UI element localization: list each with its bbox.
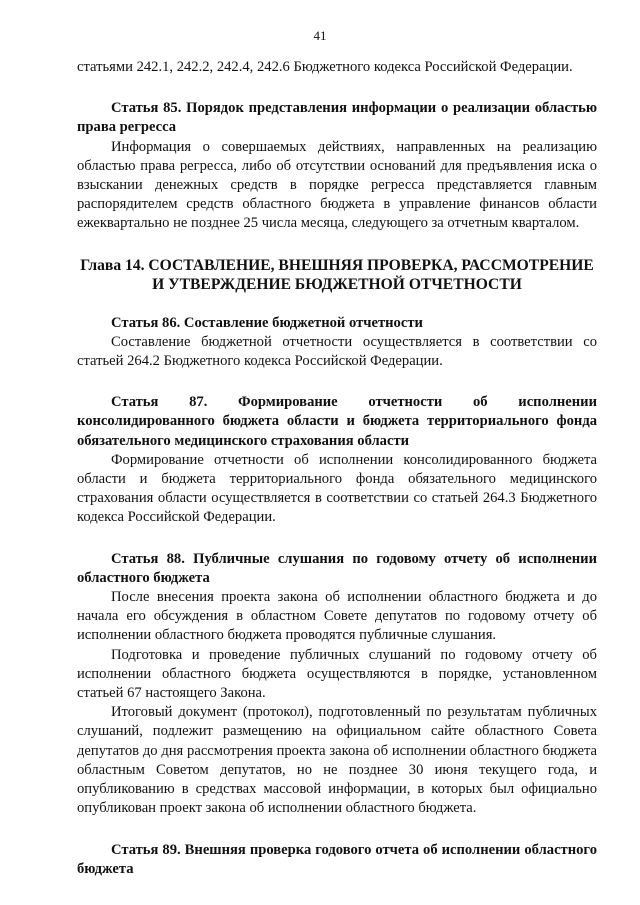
article-88 bbox=[77, 550, 597, 819]
chapter-14-heading bbox=[77, 256, 597, 294]
article-85-paragraph: Информация о совершаемых действиях, направленных на реализацию областью права регресса, либо об отсутствии оснований для предъявления иска о взыскании денежных средств в порядке регресса представляется главным распорядителем средств областного бюджета в управление финансов области ежеквартально не позднее 25 числа месяца, следующего за отчетным кварталом. bbox=[77, 138, 597, 232]
article-87-title: Статья 87. Формирование отчетности об исполнении консолидированного бюджета области и бюджета территориального фонда обязательного медицинского страхования области bbox=[77, 394, 597, 449]
chapter-title-line-2: И УТВЕРЖДЕНИЕ БЮДЖЕТНОЙ ОТЧЕТНОСТИ bbox=[152, 275, 522, 293]
document-body bbox=[77, 58, 597, 879]
article-86-title: Статья 86. Составление бюджетной отчетности bbox=[111, 314, 423, 331]
article-88-paragraph-3: Итоговый документ (протокол), подготовленный по результатам публичных слушаний, подлежит размещению на официальном сайте областного Совета депутатов до дня рассмотрения проекта закона об исполнении областного бюджета областным Советом депутатов, но не позднее 30 июня текущего года, и опубликованию в средствах массовой информации, в которых был официально опубликован проект закона об исполнении областного бюджета. bbox=[77, 704, 597, 817]
lead-line: статьями 242.1, 242.2, 242.4, 242.6 Бюджетного кодекса Российской Федерации. bbox=[77, 59, 573, 75]
article-87 bbox=[77, 393, 597, 527]
article-89-title: Статья 89. Внешняя проверка годового отчета об исполнении областного бюджета bbox=[77, 841, 597, 877]
article-89 bbox=[77, 841, 597, 879]
article-87-paragraph: Формирование отчетности об исполнении консолидированного бюджета области и бюджета территориального фонда обязательного медицинского страхования области осуществляется в соответствии со статьей 264.3 Бюджетного кодекса Российской Федерации. bbox=[77, 451, 597, 526]
page-number: 41 bbox=[313, 28, 327, 43]
article-86 bbox=[77, 314, 597, 372]
article-86-paragraph: Составление бюджетной отчетности осуществляется в соответствии со статьей 264.2 Бюджетного кодекса Российской Федерации. bbox=[77, 333, 597, 370]
article-88-title: Статья 88. Публичные слушания по годовому отчету об исполнении областного бюджета bbox=[77, 550, 597, 586]
chapter-title-line-1: Глава 14. СОСТАВЛЕНИЕ, ВНЕШНЯЯ ПРОВЕРКА, РАССМОТРЕНИЕ bbox=[80, 256, 594, 274]
article-85-title: Статья 85. Порядок представления информации о реализации областью права регресса bbox=[77, 100, 597, 136]
article-88-paragraph-1: После внесения проекта закона об исполнении областного бюджета и до начала его обсуждения в областном Совете депутатов по годовому отчету об исполнении областного бюджета проводятся публичные слушания. bbox=[77, 589, 597, 644]
article-88-paragraph-2: Подготовка и проведение публичных слушаний по годовому отчету об исполнении областного бюджета осуществляются в порядке, установленном статьей 67 настоящего Закона. bbox=[77, 646, 597, 702]
article-85 bbox=[77, 99, 597, 233]
